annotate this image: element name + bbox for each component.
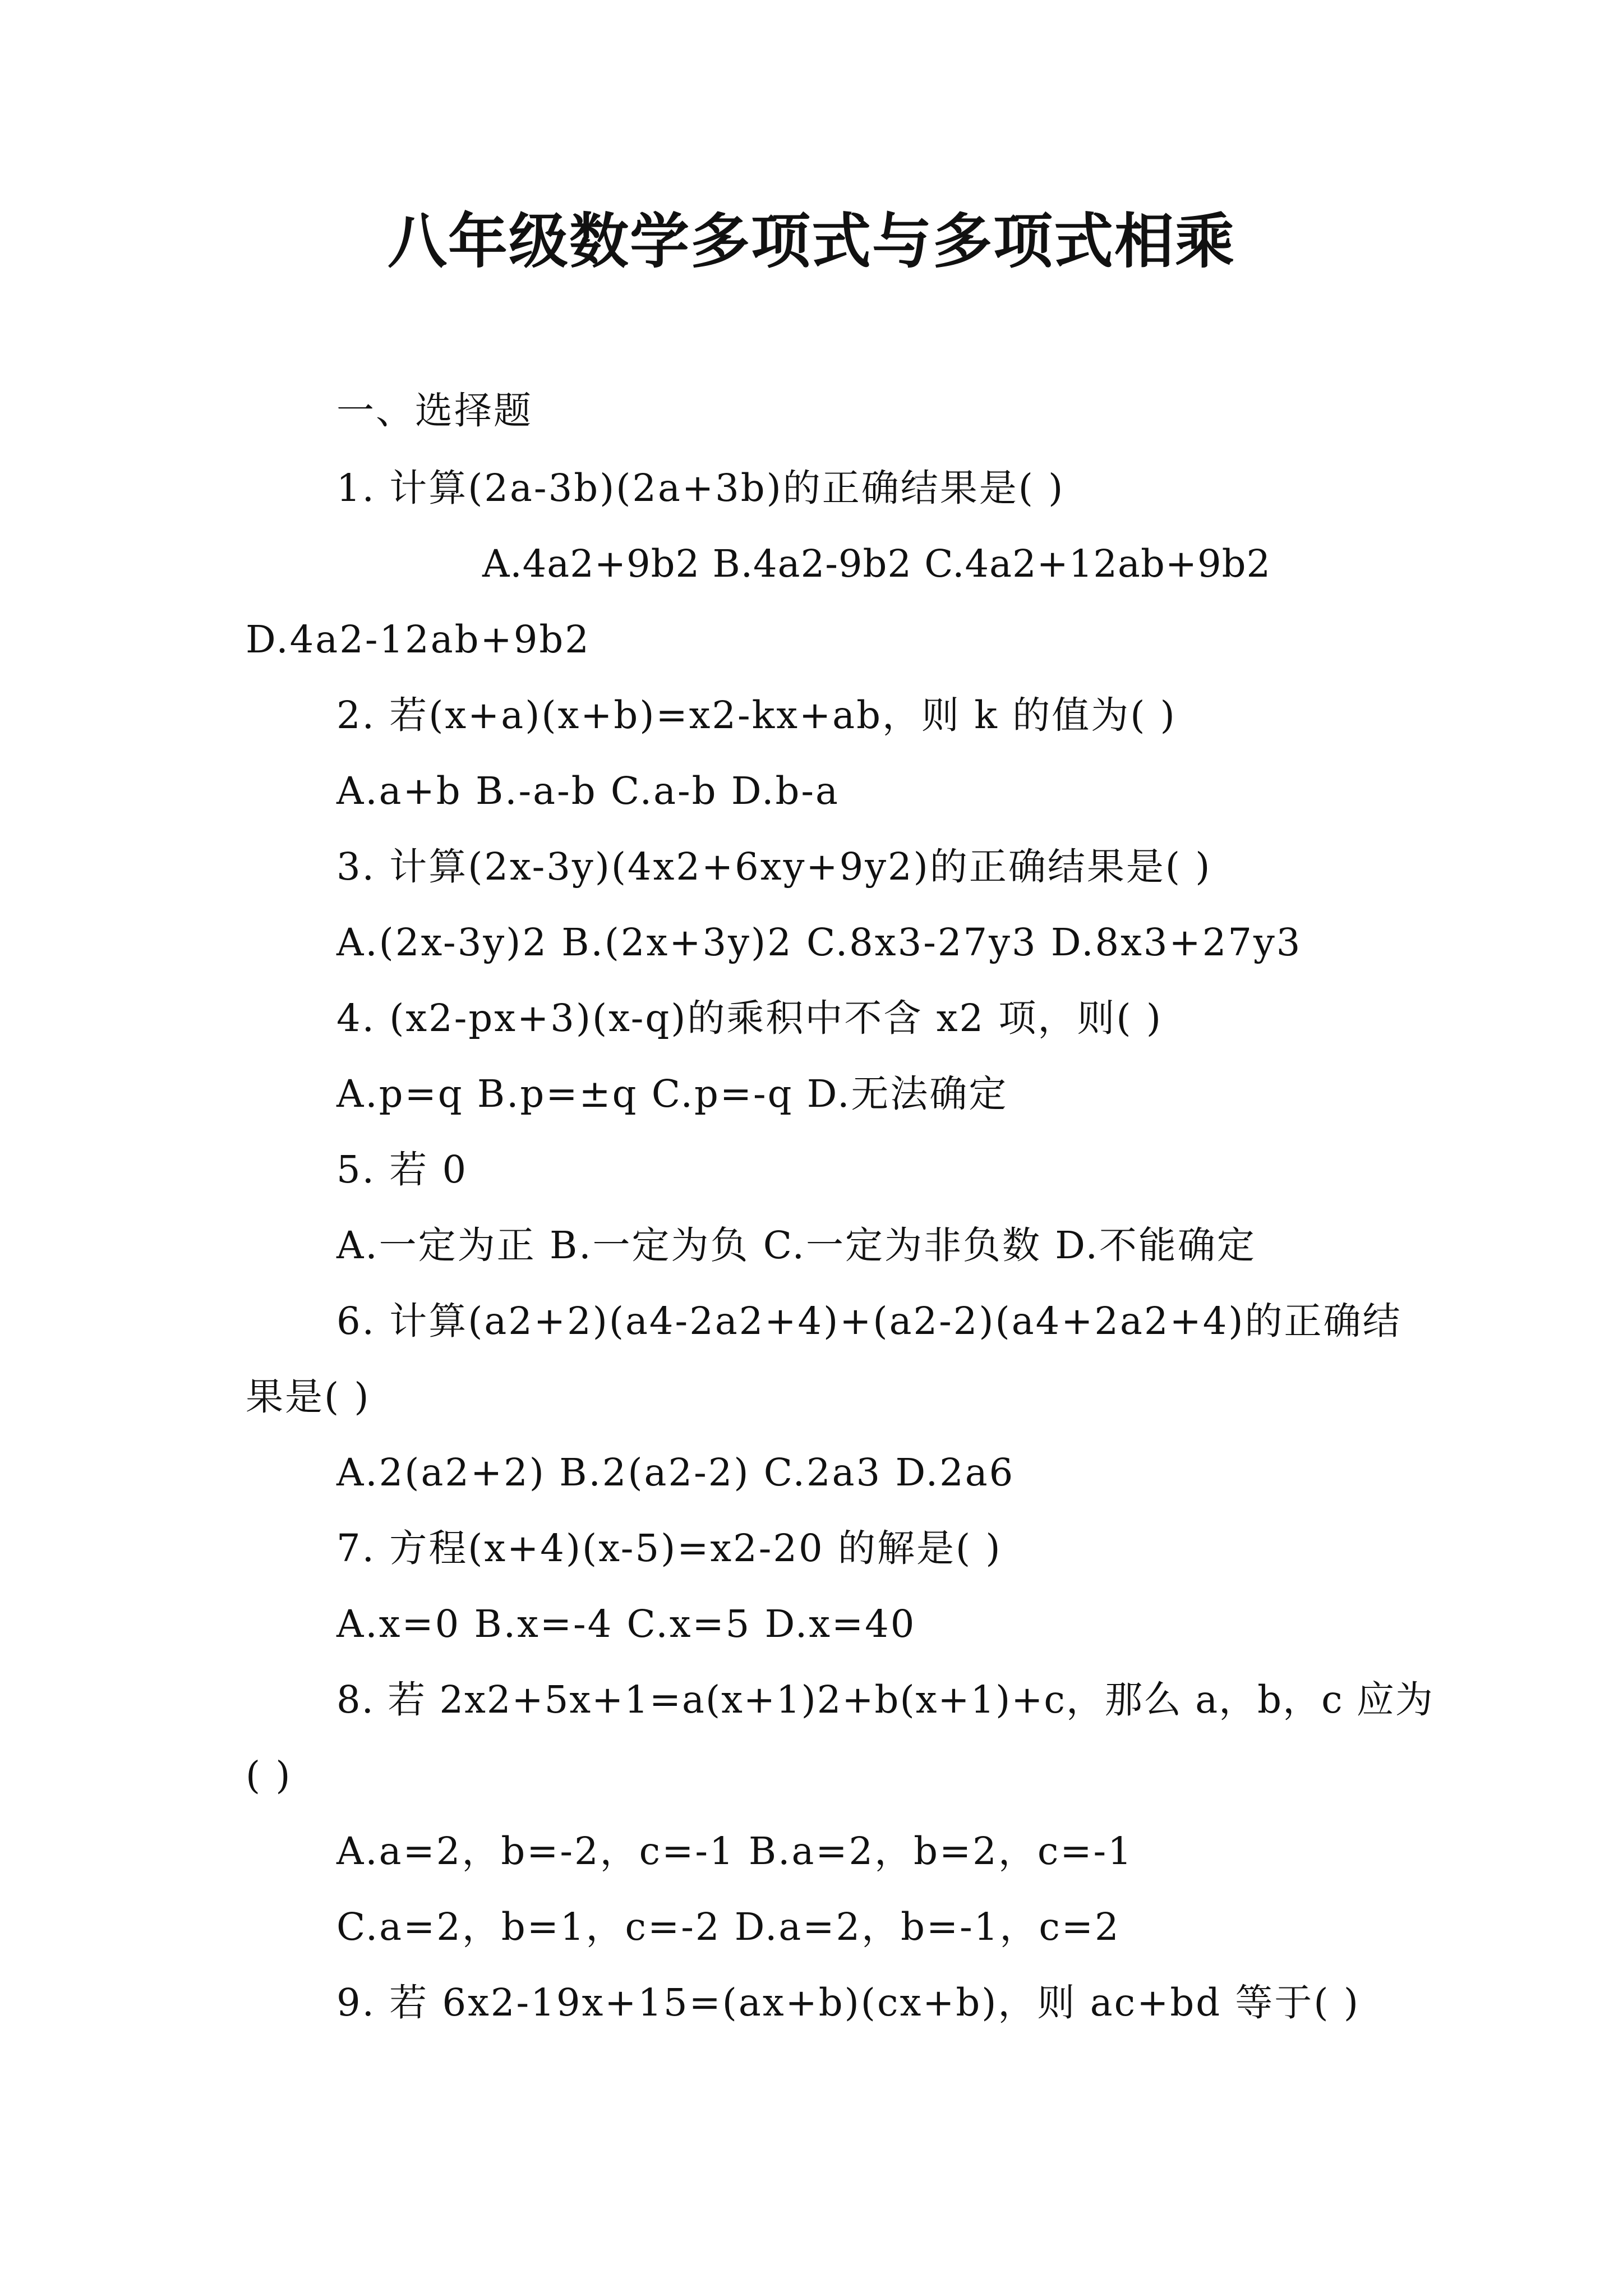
question-8-options: A.a=2，b=-2，c=-1 B.a=2，b=2，c=-1 [336, 1829, 1133, 1873]
question-4-options: A.p=q B.p=±q C.p=-q D.无法确定 [336, 1072, 1008, 1116]
question-5-options: A.一定为正 B.一定为负 C.一定为非负数 D.不能确定 [336, 1223, 1256, 1267]
page-title: 八年级数学多项式与多项式相乘 [388, 206, 1235, 276]
question-8-stem: 8. 若 2x2+5x+1=a(x+1)2+b(x+1)+c，那么 a，b，c 应为 [336, 1678, 1434, 1722]
question-3-options: A.(2x-3y)2 B.(2x+3y)2 C.8x3-27y3 D.8x3+27y3 [336, 921, 1302, 964]
question-3-stem: 3. 计算(2x-3y)(4x2+6xy+9y2)的正确结果是( ) [336, 845, 1212, 889]
question-7-options: A.x=0 B.x=-4 C.x=5 D.x=40 [336, 1602, 916, 1646]
question-6-options: A.2(a2+2) B.2(a2-2) C.2a3 D.2a6 [336, 1451, 1015, 1494]
section-heading: 一、选择题 [336, 389, 533, 432]
question-4-stem: 4. (x2-px+3)(x-q)的乘积中不含 x2 项，则( ) [336, 996, 1163, 1040]
question-1-options-continued: D.4a2-12ab+9b2 [246, 618, 591, 661]
question-2-stem: 2. 若(x+a)(x+b)=x2-kx+ab，则 k 的值为( ) [336, 693, 1177, 737]
question-1-stem: 1. 计算(2a-3b)(2a+3b)的正确结果是( ) [336, 466, 1065, 510]
question-8-stem-continued: ( ) [246, 1754, 292, 1797]
question-6-stem: 6. 计算(a2+2)(a4-2a2+4)+(a2-2)(a4+2a2+4)的正确结 [336, 1299, 1402, 1343]
question-2-options: A.a+b B.-a-b C.a-b D.b-a [336, 769, 840, 813]
question-5-stem: 5. 若 0 [336, 1148, 468, 1191]
question-9-stem: 9. 若 6x2-19x+15=(ax+b)(cx+b)，则 ac+bd 等于( ) [336, 1981, 1360, 2024]
question-6-stem-continued: 果是( ) [246, 1375, 371, 1419]
question-7-stem: 7. 方程(x+4)(x-5)=x2-20 的解是( ) [336, 1526, 1002, 1570]
question-1-options: A.4a2+9b2 B.4a2-9b2 C.4a2+12ab+9b2 [482, 542, 1271, 586]
question-8-options-continued: C.a=2，b=1，c=-2 D.a=2，b=-1，c=2 [336, 1905, 1121, 1949]
